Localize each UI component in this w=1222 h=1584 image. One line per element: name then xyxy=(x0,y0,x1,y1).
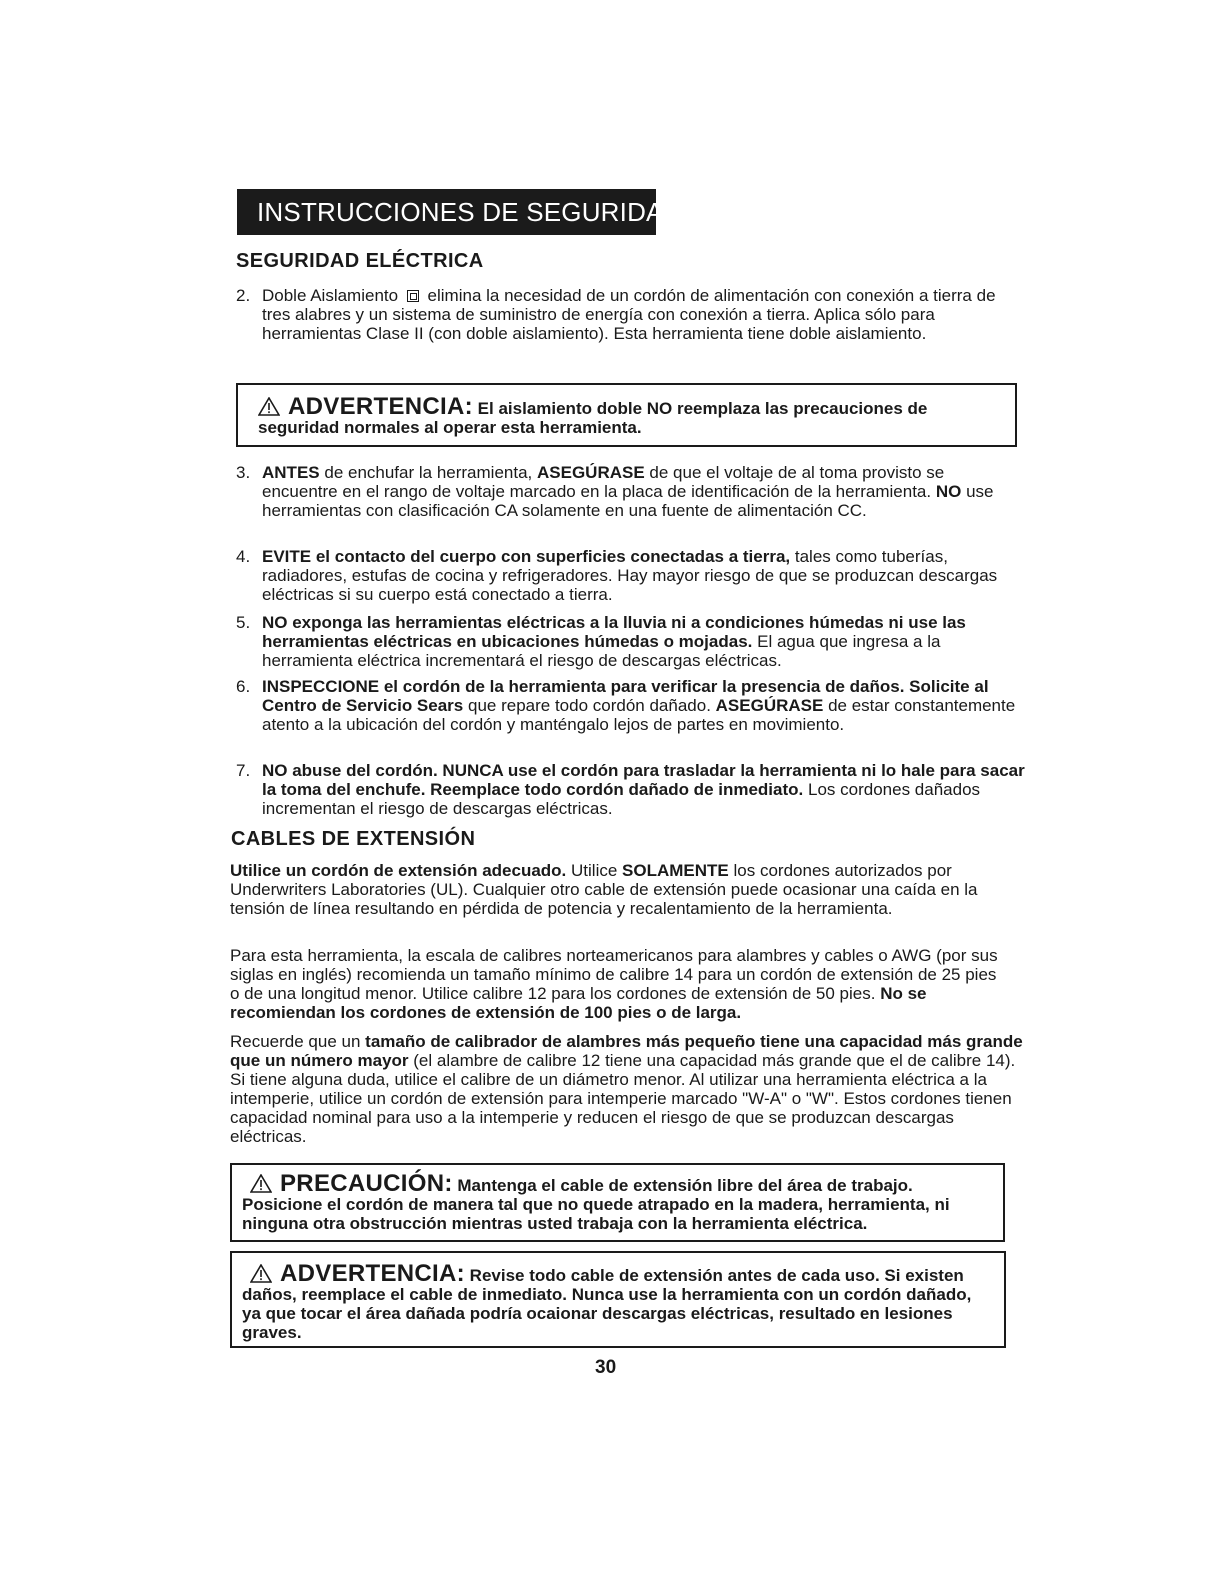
list-item-7 xyxy=(236,761,1026,821)
item-emphasis: INSPECCIONE el cordón de la herramienta para verificar la presencia de daños. Solicite al Centro de Servicio Sears xyxy=(262,677,989,715)
warning-label: ADVERTENCIA: xyxy=(280,1260,465,1287)
item-emphasis: EVITE el contacto del cuerpo con superficies conectadas a tierra, xyxy=(262,547,791,566)
paragraph-emphasis: Utilice un cordón de extensión adecuado. xyxy=(230,861,567,880)
item-text: que repare todo cordón dañado. xyxy=(468,696,711,715)
item-text: El agua que ingresa a la herramienta eléctrica incrementará el riesgo de descargas eléctricas. xyxy=(262,632,941,670)
item-emphasis: ASEGÚRASE xyxy=(715,696,824,715)
list-item-4 xyxy=(236,547,1020,607)
caution-label: PRECAUCIÓN: xyxy=(280,1170,453,1197)
item-number: 3. xyxy=(236,463,251,482)
warning-box-inspect-cord xyxy=(230,1251,1006,1348)
warning-triangle-icon xyxy=(250,1174,272,1193)
item-number: 5. xyxy=(236,613,251,632)
warning-text: El aislamiento doble NO reemplaza las precauciones de seguridad normales al operar esta herramienta. xyxy=(258,399,928,437)
item-number: 7. xyxy=(236,761,251,780)
list-item-5 xyxy=(236,613,1020,673)
caution-box-extension-cord xyxy=(230,1163,1005,1242)
paragraph-emphasis: tamaño de calibrador de alambres más pequeño tiene una capacidad más grande que un número mayor xyxy=(230,1032,1023,1070)
item-number: 6. xyxy=(236,677,251,696)
heading-extension-cords: CABLES DE EXTENSIÓN xyxy=(231,828,476,850)
warning-text: Revise todo cable de extensión antes de cada uso. Si existen daños, reemplace el cable de inmediato. Nunca use la herramienta con un cordón dañado, ya que tocar el área dañada podría ocaionar descargas eléctricas, resultado en lesiones graves. xyxy=(242,1266,972,1342)
paragraph-emphasis: SOLAMENTE xyxy=(622,861,729,880)
list-item-3 xyxy=(236,463,1020,541)
item-text: Los cordones dañados incrementan el riesgo de descargas eléctricas. xyxy=(262,780,981,818)
item-text: tales como tuberías, radiadores, estufas de cocina y refrigeradores. Hay mayor riesgo de que se produzcan descargas eléctricas si su cuerpo está conectado a tierra. xyxy=(262,547,998,604)
item-text: de enchufar la herramienta, xyxy=(324,463,533,482)
item-text: Doble Aislamiento xyxy=(262,286,399,305)
paragraph-gauge-capacity xyxy=(230,1032,1025,1148)
warning-triangle-icon xyxy=(258,397,280,416)
item-number: 4. xyxy=(236,547,251,566)
item-emphasis: ASEGÚRASE xyxy=(537,463,645,482)
paragraph-text: Recuerde que un xyxy=(230,1032,361,1051)
item-text: de que el voltaje de al toma provisto se encuentre en el rango de voltaje marcado en la placa de identificación de la herramienta. xyxy=(262,463,945,501)
list-item-6 xyxy=(236,677,1020,755)
item-text: elimina la necesidad de un cordón de alimentación con conexión a tierra de tres alabres y un sistema de suministro de energía con conexión a tierra. Aplica sólo para herramientas Clase II (con doble aislamiento). Esta herramienta tiene doble aislamiento. xyxy=(262,286,996,343)
paragraph-text: (el alambre de calibre 12 tiene una capacidad más grande que el de calibre 14). Si tiene alguna duda, utilice el calibre de un diámetro menor. Al utilizar una herramienta eléctrica a la intemperie, utilice un cordón de extensión para intemperie marcado "W-A" o "W". Estos cordones tienen capacidad nominal para uso a la intemperie y reducen el riesgo de que se produzcan descargas eléctricas. xyxy=(230,1051,1016,1146)
item-emphasis: NO exponga las herramientas eléctricas a la lluvia ni a condiciones húmedas ni use las herramientas eléctricas en ubicaciones húmedas o mojadas. xyxy=(262,613,966,651)
paragraph-text: los cordones autorizados por Underwriters Laboratories (UL). Cualquier otro cable de extensión puede ocasionar una caída en la tensión de línea resultando en pérdida de potencia y recalentamiento de la herramienta. xyxy=(230,861,978,918)
paragraph-emphasis: No se recomiendan los cordones de extensión de 100 pies o de larga. xyxy=(230,984,927,1022)
double-insulation-icon xyxy=(407,290,419,302)
caution-text: Mantenga el cable de extensión libre del área de trabajo. Posicione el cordón de manera tal que no quede atrapado en la madera, herramienta, ni ninguna otra obstrucción mientras usted trabaja con la herramienta eléctrica. xyxy=(242,1176,950,1233)
item-number: 2. xyxy=(236,286,251,305)
item-emphasis: ANTES xyxy=(262,463,320,482)
warning-triangle-icon xyxy=(250,1264,272,1283)
item-emphasis: NO abuse del cordón. NUNCA use el cordón para trasladar la herramienta ni lo hale para sacar la toma del enchufe. Reemplace todo cordón dañado de inmediato. xyxy=(262,761,1025,799)
section-banner: INSTRUCCIONES DE SEGURIDAD xyxy=(237,189,656,235)
paragraph-awg-gauge xyxy=(230,946,1010,1024)
heading-electrical-safety: SEGURIDAD ELÉCTRICA xyxy=(236,250,484,272)
paragraph-extension-cords xyxy=(230,861,1005,939)
page-number: 30 xyxy=(595,1357,617,1378)
warning-label: ADVERTENCIA: xyxy=(288,393,473,420)
item-emphasis: NO xyxy=(935,482,962,501)
paragraph-text: Para esta herramienta, la escala de calibres norteamericanos para alambres y cables o AWG (por sus siglas en inglés) recomienda un tamaño mínimo de calibre 14 para un cordón de extensión de 25 pies o de una longitud menor. Utilice calibre 12 para los cordones de extensión de 50 pies. xyxy=(230,946,998,1003)
paragraph-text: Utilice xyxy=(571,861,618,880)
item-text: use herramientas con clasificación CA solamente en una fuente de alimentación CC. xyxy=(262,482,994,520)
list-item-2 xyxy=(236,286,1016,366)
item-text: de estar constantemente atento a la ubicación del cordón y manténgalo lejos de partes en movimiento. xyxy=(262,696,1016,734)
warning-box-double-insulation xyxy=(236,383,1017,447)
